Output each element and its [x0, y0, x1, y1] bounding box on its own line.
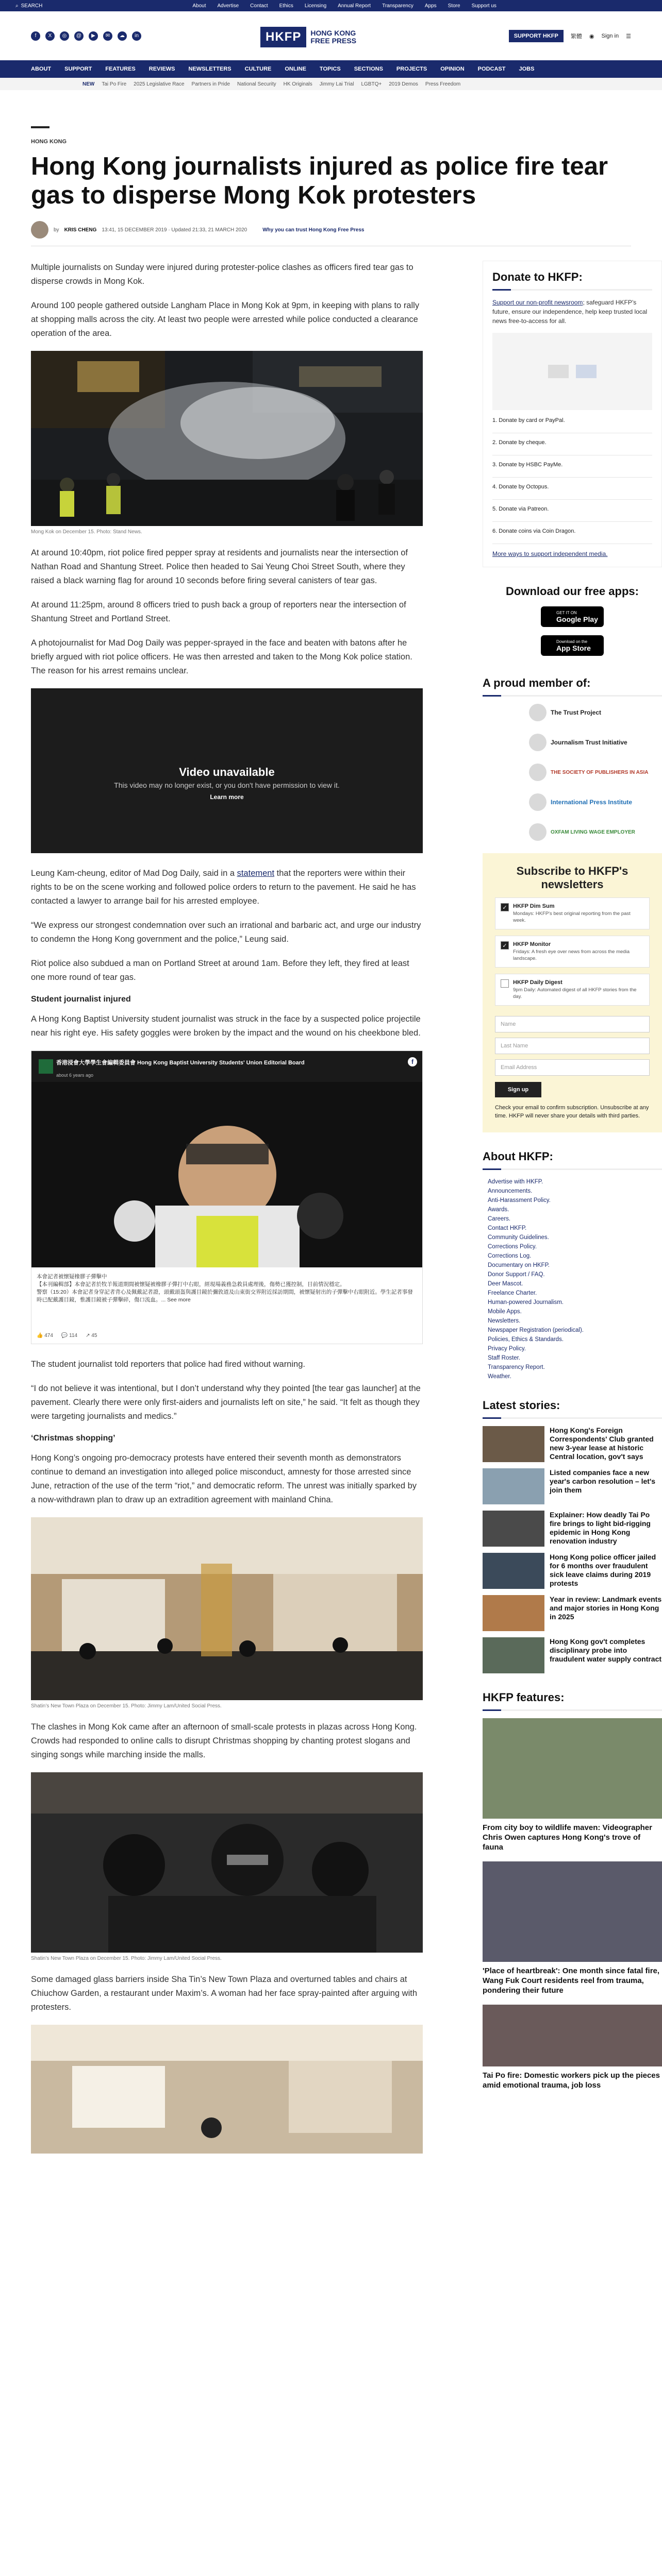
- support-button[interactable]: SUPPORT HKFP: [509, 30, 564, 42]
- about-link[interactable]: Newsletters.: [488, 1318, 521, 1324]
- x-icon[interactable]: X: [45, 31, 55, 41]
- trending-link[interactable]: Partners in Pride: [191, 81, 230, 87]
- last-name-input[interactable]: Last Name: [495, 1038, 650, 1054]
- photo-caption: Mong Kok on December 15. Photo: Stand News.: [31, 529, 142, 535]
- story-card[interactable]: Explainer: How deadly Tai Po fire brings to light bid-rigging epidemic in Hong Kong renovation industry: [483, 1511, 662, 1547]
- nav-item[interactable]: NEWSLETTERS: [188, 66, 231, 72]
- utility-link[interactable]: Transparency: [382, 3, 413, 9]
- new-label: NEW: [82, 81, 95, 87]
- video-learn-more[interactable]: Learn more: [210, 793, 244, 801]
- about-link[interactable]: Transparency Report.: [488, 1364, 545, 1370]
- donate-option[interactable]: 6. Donate coins via Coin Dragon.: [492, 528, 652, 544]
- donate-title: Donate to HKFP:: [492, 270, 583, 283]
- apps-section: Download our free apps: GET IT ON Google Play Download on the App Store: [483, 585, 662, 656]
- about-link[interactable]: Freelance Charter.: [488, 1290, 537, 1296]
- trust-project-icon: [529, 704, 547, 721]
- search-button[interactable]: ⌕ SEARCH: [15, 3, 43, 9]
- statement-link[interactable]: statement: [237, 869, 275, 878]
- ipi-icon: [529, 793, 547, 811]
- donate-support-link[interactable]: Support our non-profit newsroom: [492, 299, 583, 306]
- latest-stories: Latest stories: Hong Kong's Foreign Correspondents' Club granted new 3-year lease at historic Central location, gov't says Listed companies face a new year's carbon resolution – let's join them Explainer: How deadly Tai Po fire brings to light bid-rigging epidemic in Hong Kong renovation industry Hong Kong police officer jailed for 6 months over fraudulent sick leave claims during 2019 protests Year in review: Landmark events and major stories in Hong Kong in 2025 Hong Kong gov't completes disciplinary probe into fraudulent water supply contract: [483, 1399, 662, 1673]
- paragraph: Leung Kam-cheung, editor of Mad Dog Daily, said in a statement that the reporters were within their rights to be on the scene working and followed police orders to return to the pavement. He said he has contacted a lawyer to arrange bail for his arrested employee.: [31, 869, 416, 906]
- main-nav: [0, 60, 662, 78]
- donate-option[interactable]: 1. Donate by card or PayPal.: [492, 417, 652, 433]
- linkedin-icon[interactable]: in: [132, 31, 141, 41]
- nav-item[interactable]: OPINION: [440, 66, 465, 72]
- facebook-icon[interactable]: f: [408, 1057, 417, 1066]
- member-logo[interactable]: OXFAM LIVING WAGE EMPLOYER: [529, 823, 662, 841]
- utility-link[interactable]: Store: [448, 3, 460, 9]
- social-links: [31, 31, 141, 41]
- article-photo-mall-1: [31, 1517, 423, 1700]
- facebook-icon[interactable]: f: [31, 31, 40, 41]
- donate-options: [492, 417, 652, 544]
- section-heading: ‘Christmas shopping’: [31, 1434, 115, 1443]
- about-link[interactable]: Announcements.: [488, 1188, 533, 1194]
- newsletter-option[interactable]: ✓ HKFP Monitor Fridays: A fresh eye over news from across the media landscape.: [495, 936, 650, 968]
- about-links: [483, 1177, 662, 1381]
- about-link[interactable]: Policies, Ethics & Standards.: [488, 1336, 564, 1343]
- trending-link[interactable]: LGBTQ+: [361, 81, 382, 87]
- checkbox-checked[interactable]: ✓: [501, 941, 509, 950]
- about-link[interactable]: Staff Roster.: [488, 1355, 521, 1361]
- facebook-post-embed[interactable]: [31, 1050, 423, 1344]
- bluesky-icon[interactable]: ☁: [118, 31, 127, 41]
- checkbox-checked[interactable]: ✓: [501, 903, 509, 911]
- donate-option[interactable]: 3. Donate by HSBC PayMe.: [492, 462, 652, 478]
- payment-logos: [492, 333, 652, 410]
- feature-card[interactable]: From city boy to wildlife maven: Videographer Chris Owen captures Hong Kong's trove of fauna: [483, 1718, 662, 1852]
- street-scene-image: [31, 351, 423, 526]
- nav-item[interactable]: TOPICS: [319, 66, 341, 72]
- utility-link[interactable]: Contact: [250, 3, 268, 9]
- about-link[interactable]: Human-powered Journalism.: [488, 1299, 564, 1306]
- photo-caption: Shatin’s New Town Plaza on December 15. Photo: Jimmy Lam/United Social Press.: [31, 1703, 222, 1709]
- about-link[interactable]: Weather.: [488, 1374, 511, 1380]
- paragraph: Multiple journalists on Sunday were injured during protester-police clashes as officers fired tear gas to disperse crowds in Mong Kok.: [31, 263, 413, 286]
- trending-link[interactable]: Tai Po Fire: [102, 81, 127, 87]
- newsletter-signup: [483, 853, 662, 1132]
- newsletter-note: Check your email to confirm subscription. Unsubscribe at any time. HKFP will never share your details with third parties.: [495, 1105, 649, 1119]
- signup-button[interactable]: Sign up: [495, 1082, 541, 1097]
- about-link[interactable]: Advertise with HKFP.: [488, 1179, 543, 1185]
- member-logo[interactable]: International Press Institute: [529, 793, 662, 811]
- video-title: Video unavailable: [179, 766, 275, 778]
- article-photo-mong-kok: [31, 351, 423, 526]
- language-link[interactable]: 繁體: [570, 33, 582, 40]
- about-link[interactable]: Newspaper Registration (periodical).: [488, 1327, 584, 1333]
- like-icon: 👍 474: [37, 1333, 53, 1338]
- member-logo[interactable]: THE SOCIETY OF PUBLISHERS IN ASIA: [529, 764, 662, 781]
- nav-item[interactable]: PODCAST: [477, 66, 506, 72]
- nav-item[interactable]: JOBS: [519, 66, 535, 72]
- email-input[interactable]: Email Address: [495, 1059, 650, 1076]
- nav-item[interactable]: ABOUT: [31, 66, 52, 72]
- nav-item[interactable]: CULTURE: [244, 66, 272, 72]
- nav-item[interactable]: SUPPORT: [64, 66, 92, 72]
- about-link[interactable]: Mobile Apps.: [488, 1309, 522, 1315]
- paragraph: A photojournalist for Mad Dog Daily was pepper-sprayed in the face and beaten with batons after he briefly argued with riot police officers. He was then arrested and taken to the Mong Kok police station. The reason for his arrest remains unclear.: [31, 638, 412, 675]
- byline: by KRIS CHENG 13:41, 15 DECEMBER 2019 · Updated 21:33, 21 MARCH 2020 Why you can trust Hong Kong Free Press: [31, 221, 631, 239]
- story-card[interactable]: Hong Kong police officer jailed for 6 months over fraudulent sick leave claims during 2019 protests: [483, 1553, 662, 1589]
- publish-date: 13:41, 15 DECEMBER 2019 · Updated 21:33, 21 MARCH 2020: [102, 227, 247, 233]
- paragraph: Some damaged glass barriers inside Sha Tin’s New Town Plaza and overturned tables and chairs at Chiuchow Garden, a restaurant under Maxim’s. A woman had her face spray-painted after arguing with protesters.: [31, 1975, 418, 2012]
- paragraph: At around 11:25pm, around 8 officers tried to push back a group of reporters near the intersection of Shantung Street and Portland Street.: [31, 600, 406, 623]
- utility-link[interactable]: Apps: [424, 3, 437, 9]
- email-icon[interactable]: ✉: [103, 31, 112, 41]
- donate-option[interactable]: 5. Donate via Patreon.: [492, 506, 652, 522]
- donate-option[interactable]: 2. Donate by cheque.: [492, 439, 652, 455]
- about-link[interactable]: Community Guidelines.: [488, 1234, 549, 1241]
- app-store-badge[interactable]: Download on the App Store: [541, 635, 604, 656]
- paragraph: At around 10:40pm, riot police fired pepper spray at residents and journalists near the intersection of Nathan Road and Shantung Street. Police then headed to Sai Yeung Choi Street South, where they raised a black warning flag for around 10 seconds before firing several canisters of tear gas.: [31, 548, 408, 585]
- share-icon: ↗ 45: [86, 1333, 97, 1338]
- newsletter-option[interactable]: HKFP Daily Digest 9pm Daily: Automated digest of all HKFP stories from the day.: [495, 974, 650, 1006]
- article-photo-mall-2: [31, 1772, 423, 1953]
- sidebar: [483, 261, 662, 2099]
- paragraph: The student journalist told reporters that police had fired without warning.: [31, 1360, 305, 1369]
- story-card[interactable]: Listed companies face a new year's carbon resolution – let's join them: [483, 1468, 662, 1504]
- trending-link[interactable]: 2025 Legislative Race: [134, 81, 185, 87]
- author-avatar: [31, 221, 48, 239]
- utility-link[interactable]: Support us: [471, 3, 496, 9]
- threads-icon[interactable]: @: [74, 31, 84, 41]
- utility-link[interactable]: Ethics: [279, 3, 293, 9]
- nav-item[interactable]: ONLINE: [285, 66, 306, 72]
- oxfam-icon: [529, 823, 547, 841]
- paragraph: A Hong Kong Baptist University student journalist was struck in the face by a suspected police projectile near his right eye. His safety goggles were broken by the impact and the wound on his cheekbone bled.: [31, 1014, 421, 1038]
- about-link[interactable]: Privacy Policy.: [488, 1346, 526, 1352]
- user-icon[interactable]: ◉: [589, 33, 594, 40]
- more-ways-link[interactable]: More ways to support independent media.: [492, 550, 608, 557]
- category-label[interactable]: HONG KONG: [31, 139, 67, 145]
- about-link[interactable]: Corrections Log.: [488, 1253, 532, 1259]
- about-link[interactable]: Documentary on HKFP.: [488, 1262, 550, 1268]
- trending-bar: [0, 78, 662, 90]
- paragraph: “We express our strongest condemnation over such an irrational and barbaric act, and urge our industry to condemn the Hong Kong government and the police,” Leung said.: [31, 921, 421, 944]
- paragraph: “I do not believe it was intentional, but I don’t understand why they pointed [the tear gas launcher] at the pavement. Clearly there were only first-aiders and journalists left on site,” he said. “It felt as though they were targeting journalists and medics.”: [31, 1384, 421, 1421]
- story-card[interactable]: Hong Kong gov't completes disciplinary probe into fraudulent water supply contract: [483, 1637, 662, 1673]
- utility-link[interactable]: Licensing: [304, 3, 327, 9]
- card-icon: [548, 365, 569, 378]
- utility-link[interactable]: Annual Report: [338, 3, 371, 9]
- about-link[interactable]: Corrections Policy.: [488, 1244, 537, 1250]
- site-logo[interactable]: HKFP HONG KONG FREE PRESS: [260, 27, 356, 47]
- comment-icon: 💬 114: [61, 1333, 78, 1338]
- paragraph: Around 100 people gathered outside Langham Place in Mong Kok at 9pm, in keeping with plans to rally at shopping malls across the city. At least two people were arrested while police conducted a clearance operation of the area.: [31, 301, 420, 338]
- about-link[interactable]: Contact HKFP.: [488, 1225, 527, 1231]
- feature-card[interactable]: Tai Po fire: Domestic workers pick up the pieces amid emotional trauma, job loss: [483, 2005, 662, 2090]
- nav-item[interactable]: PROJECTS: [396, 66, 427, 72]
- trending-link[interactable]: National Security: [237, 81, 276, 87]
- about-link[interactable]: Donor Support / FAQ.: [488, 1272, 545, 1278]
- article-wrapper: [0, 126, 662, 2154]
- newsletter-title: Subscribe to HKFP's newsletters: [516, 865, 628, 891]
- utility-link[interactable]: Advertise: [217, 3, 239, 9]
- newsletter-option[interactable]: ✓ HKFP Dim Sum Mondays: HKFP's best original reporting from the past week.: [495, 897, 650, 929]
- section-heading: Student journalist injured: [31, 995, 131, 1004]
- member-logo[interactable]: Journalism Trust Initiative: [529, 734, 662, 751]
- checkbox-unchecked[interactable]: [501, 979, 509, 988]
- author-name[interactable]: KRIS CHENG: [64, 227, 97, 233]
- story-card[interactable]: Hong Kong's Foreign Correspondents' Club granted new 3-year lease at historic Central location, gov't says: [483, 1426, 662, 1462]
- utility-links: [42, 3, 647, 9]
- trending-link[interactable]: Press Freedom: [425, 81, 461, 87]
- article-title: Hong Kong journalists injured as police fire tear gas to disperse Mong Kok protesters: [31, 152, 608, 209]
- name-input[interactable]: Name: [495, 1016, 650, 1032]
- trending-link[interactable]: 2019 Demos: [389, 81, 418, 87]
- menu-icon[interactable]: ☰: [626, 33, 631, 40]
- mall-interior-image: [31, 2025, 423, 2154]
- nav-item[interactable]: SECTIONS: [354, 66, 383, 72]
- mall-scene-image: [31, 1517, 423, 1700]
- member-section: A proud member of: The Trust Project Journalism Trust Initiative THE SOCIETY OF PUBLISHERS IN ASIA International Press Institute OXFAM LIVING WAGE EMPLOYER: [483, 676, 662, 841]
- about-link[interactable]: Deer Mascot.: [488, 1281, 523, 1287]
- utility-link[interactable]: About: [192, 3, 206, 9]
- fb-post-text: 本會記者被懷疑橡膠子彈擊中 【本刊編輯部】本會記者於牧羊報道期間被懷疑被橡膠子彈打中右眼，經現場義務急救員處理後，傷勢已獲控制，目前情況穩定。 警察（15:20）本會記者身穿記者背心及佩戴記者證，頭戴頭盔與護目鏡於彌敦道及山東街交界附近採訪期間，被懷疑射出的子彈擊中右眼附近。學生記者事發時已配戴護目鏡，惟護目鏡被子彈擊碎，傷口流血。... See more: [37, 1274, 413, 1303]
- injured-student-image: [31, 1051, 422, 1267]
- about-link[interactable]: Careers.: [488, 1216, 511, 1222]
- paragraph: Riot police also subdued a man on Portland Street at around 1am. Before they left, they fired at least one more round of tear gas.: [31, 959, 409, 982]
- protesters-mall-image: [31, 1772, 423, 1953]
- feature-card[interactable]: 'Place of heartbreak': One month since fatal fire, Wang Fuk Court residents reel from trauma, pondering their future: [483, 1861, 662, 1995]
- trending-link[interactable]: Jimmy Lai Trial: [319, 81, 354, 87]
- nav-item[interactable]: FEATURES: [105, 66, 136, 72]
- video-embed[interactable]: [31, 688, 423, 853]
- donate-box: Donate to HKFP: Support our non-profit newsroom; safeguard HKFP’s future, ensure our independence, help keep trusted local news free-to-access for all. 1. Donate by card or PayPal. 2. Donate by cheque. 3. Donate by HSBC PayMe. 4. Donate by Octopus. 5. Donate via Patreon. 6. Donate coins via Coin Dragon. More ways to support independent media.: [483, 261, 662, 567]
- sopa-icon: [529, 764, 547, 781]
- nav-item[interactable]: REVIEWS: [148, 66, 175, 72]
- donate-option[interactable]: 4. Donate by Octopus.: [492, 484, 652, 500]
- masthead: [0, 11, 662, 60]
- fb-engagement: [37, 1333, 97, 1338]
- fb-post-time: about 6 years ago: [56, 1073, 94, 1078]
- paragraph: The clashes in Mong Kok came after an afternoon of small-scale protests in plazas across Hong Kong. Crowds had responded to online calls to disrupt Christmas shopping by chanting protest slogans and singing songs while marching inside the malls.: [31, 1722, 417, 1759]
- trust-link[interactable]: Why you can trust Hong Kong Free Press: [262, 227, 365, 233]
- about-section: About HKFP: Advertise with HKFP. Announcements. Anti-Harassment Policy. Awards. Careers. Contact HKFP. Community Guidelines. Corrections Policy. Corrections Log. Documentary on HKFP. Donor Support / FAQ. Deer Mascot. Freelance Charter. Human-powered Journalism. Mobile Apps. Newsletters. Newspaper Registration (periodical). Policies, Ethics & Standards. Privacy Policy. Staff Roster. Transparency Report. Weather.: [483, 1150, 662, 1381]
- article-photo-mall-3: [31, 2025, 423, 2154]
- jti-icon: [529, 734, 547, 751]
- trending-link[interactable]: HK Originals: [283, 81, 312, 87]
- top-utility-bar: [0, 0, 662, 11]
- youtube-icon[interactable]: ▶: [89, 31, 98, 41]
- kicker-rule: [31, 126, 49, 128]
- google-play-badge[interactable]: GET IT ON Google Play: [541, 606, 604, 627]
- signin-link[interactable]: Sign in: [601, 33, 619, 39]
- hkfp-features: HKFP features: From city boy to wildlife maven: Videographer Chris Owen captures Hong Kong's trove of fauna 'Place of heartbreak': One month since fatal fire, Wang Fuk Court residents reel from trauma, pondering their future Tai Po fire: Domestic workers pick up the pieces amid emotional trauma, job loss: [483, 1691, 662, 2090]
- video-message: This video may no longer exist, or you don't have permission to view it.: [114, 781, 340, 789]
- story-card[interactable]: Year in review: Landmark events and major stories in Hong Kong in 2025: [483, 1595, 662, 1631]
- about-link[interactable]: Awards.: [488, 1207, 509, 1213]
- instagram-icon[interactable]: ◎: [60, 31, 69, 41]
- article-body: [31, 261, 423, 2154]
- paragraph: Hong Kong’s ongoing pro-democracy protests have entered their seventh month as demonstrators continue to demand an investigation into alleged police misconduct, amnesty for those arrested since June, retraction of the use of the term “riot,” and democratic reform. The unrest was initially sparked by a now-withdrawn plan to draw up an extradition agreement with mainland China.: [31, 1453, 417, 1504]
- photo-caption: Shatin’s New Town Plaza on December 15. Photo: Jimmy Lam/United Social Press.: [31, 1956, 222, 1961]
- fb-page-name[interactable]: 香港浸會大學學生會編輯委員會 Hong Kong Baptist University Students' Union Editorial Board: [56, 1060, 305, 1066]
- about-link[interactable]: Anti-Harassment Policy.: [488, 1197, 551, 1204]
- paypal-icon: [576, 365, 597, 378]
- search-icon: ⌕: [15, 3, 19, 9]
- member-logo[interactable]: The Trust Project: [529, 704, 662, 721]
